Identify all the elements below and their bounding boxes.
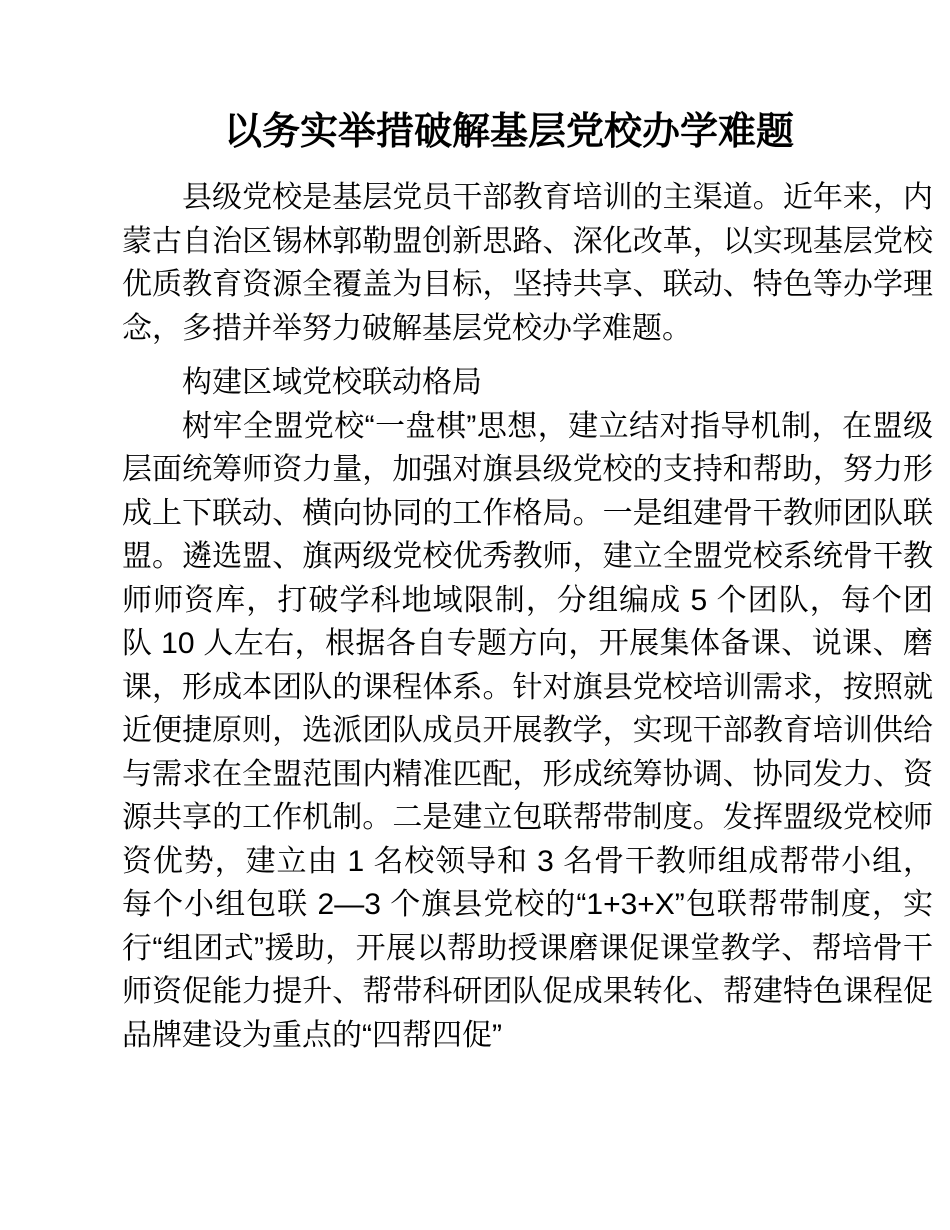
text-column (122, 106, 933, 1057)
body-paragraph: 树牢全盟党校“一盘棋”思想，建立结对指导机制，在盟级层面统筹师资力量，加强对旗县级党校的支持和帮助，努力形成上下联动、横向协同的工作格局。一是组建骨干教师团队联盟。遴选盟、旗两级党校优秀教师，建立全盟党校系统骨干教师师资库，打破学科地域限制，分组编成 5 个团队，每个团队 10 人左右，根据各自专题方向，开展集体备课、说课、磨课，形成本团队的课程体系。针对旗县党校培训需求，按照就近便捷原则，选派团队成员开展教学，实现干部教育培训供给与需求在全盟范围内精准匹配，形成统筹协调、协同发力、资源共享的工作机制。二是建立包联帮带制度。发挥盟级党校师资优势，建立由 1 名校领导和 3 名骨干教师组成帮带小组，每个小组包联 2—3 个旗县党校的“1+3+X”包联帮带制度，实行“组团式”援助，开展以帮助授课磨课促课堂教学、帮培骨干师资促能力提升、帮带科研团队促成果转化、帮建特色课程促品牌建设为重点的“四帮四促” (122, 409, 933, 1052)
section-heading: 构建区域党校联动格局 (182, 366, 482, 399)
intro-paragraph: 县级党校是基层党员干部教育培训的主渠道。近年来，内蒙古自治区锡林郭勒盟创新思路、深化改革，以实现基层党校优质教育资源全覆盖为目标，坚持共享、联动、特色等办学理念，多措并举努力破解基层党校办学难题。 (122, 181, 933, 345)
document-title: 以务实举措破解基层党校办学难题 (223, 111, 794, 153)
